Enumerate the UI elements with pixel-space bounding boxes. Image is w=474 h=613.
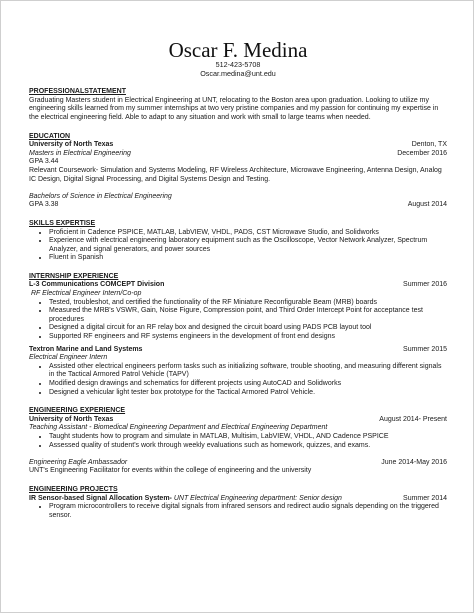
ambassador-date: June 2014-May 2016 bbox=[381, 458, 447, 466]
engineering-date: August 2014- Present bbox=[379, 415, 447, 423]
candidate-name: Oscar F. Medina bbox=[168, 38, 308, 62]
list-item: • Tested, troubleshot, and certified the functionality of the RF Miniature Reconfigurable Beam (MRB) boards bbox=[49, 299, 447, 308]
statement-text: Graduating Masters student in Electrical Engineering at UNT, relocating to the Boston area upon graduation. Looking to utilize my engineering skills learned from my summer internships at two very pristine companies and my passion for continuing my expertise in the electrical engineering field. Able to adapt to any situation and work with small to large teams when needed. bbox=[29, 96, 439, 121]
job-company: L-3 Communications COMCEPT Division bbox=[29, 281, 165, 289]
education-heading: EDUCATION bbox=[29, 132, 71, 140]
bachelors-row bbox=[29, 201, 447, 210]
masters-date: December 2016 bbox=[397, 149, 447, 157]
bachelors-degree: Bachelors of Science in Electrical Engineering bbox=[29, 192, 172, 200]
resume-content bbox=[29, 39, 447, 520]
list-item: • Assessed quality of student's work through weekly evaluations such as homework, quizzes, and exams. bbox=[49, 442, 447, 451]
list-item: • Proficient in Cadence PSPICE, MATLAB, LabVIEW, VHDL, PADS, CST Microwave Studio, and Solidworks bbox=[49, 229, 447, 238]
phone-number: 512-423-5708 bbox=[215, 60, 261, 69]
job-date: Summer 2015 bbox=[403, 345, 447, 353]
job-date: Summer 2016 bbox=[403, 281, 447, 289]
bachelors-gpa: GPA 3.38 bbox=[29, 201, 59, 209]
statement-heading: PROFESSIONALSTATEMENT bbox=[29, 88, 126, 96]
skills-heading: SKILLS EXPERTISE bbox=[29, 219, 96, 227]
engineering-heading: ENGINEERING EXPERIENCE bbox=[29, 407, 126, 415]
project-heading-line bbox=[29, 495, 342, 504]
list-item: • Modified design drawings and schematics for different projects using AutoCAD and Solidworks bbox=[49, 380, 447, 389]
project-row bbox=[29, 495, 447, 504]
project-title: IR Sensor-based Signal Allocation System- bbox=[29, 494, 172, 502]
email-address: Oscar.medina@unt.edu bbox=[200, 68, 276, 78]
job-bullets bbox=[29, 363, 447, 397]
list-item: • Experience with electrical engineering laboratory equipment such as the Oscilloscope, Vector Network Analyzer, Spectrum Analyzer, and signal generators, and power sources bbox=[49, 237, 447, 254]
project-bullets bbox=[29, 503, 447, 520]
ambassador-row bbox=[29, 459, 447, 468]
list-item: • Taught students how to program and simulate in MATLAB, Multisim, LabVIEW, VHDL, AND Cadence PSPICE bbox=[49, 433, 447, 442]
list-item: • Designed a digital circuit for an RF relay box and designed the circuit board using PADS PCB layout tool bbox=[49, 324, 447, 333]
projects-heading: ENGINEERING PROJECTS bbox=[29, 485, 118, 493]
job-bullets bbox=[29, 299, 447, 342]
job-row bbox=[29, 346, 447, 355]
job-title: Electrical Engineer Intern bbox=[29, 354, 108, 362]
ambassador-text: UNT's Engineering Facilitator for events within the college of engineering and the university bbox=[29, 467, 312, 475]
project-date: Summer 2014 bbox=[403, 494, 447, 502]
list-item: • Supported RF engineers and RF systems engineers in the development of front end designs bbox=[49, 333, 447, 342]
job-row bbox=[29, 281, 447, 290]
engineering-school: University of North Texas bbox=[29, 415, 114, 423]
internship-heading: INTERNSHIP EXPERIENCE bbox=[29, 272, 119, 280]
skills-list bbox=[29, 229, 447, 263]
job-title: RF Electrical Engineer Intern/Co-op bbox=[31, 290, 142, 298]
engineering-school-row bbox=[29, 416, 447, 425]
coursework: Relevant Coursework- Simulation and Systems Modeling, RF Wireless Architecture, Microwave Engineering, Antenna Design, Analog IC Design, Digital Signal Processing, and Digital Systems Design and Testing. bbox=[29, 166, 442, 183]
education-location: Denton, TX bbox=[411, 141, 447, 149]
engineering-bullets bbox=[29, 433, 447, 450]
engineering-title: Teaching Assistant - Biomedical Engineering Department and Electrical Engineering Department bbox=[29, 424, 328, 432]
job-company: Textron Marine and Land Systems bbox=[29, 345, 143, 353]
masters-row bbox=[29, 150, 447, 159]
education-school-row bbox=[29, 141, 447, 150]
project-dept: UNT Electrical Engineering department: Senior design bbox=[171, 494, 342, 502]
list-item: • Assisted other electrical engineers perform tasks such as initializing software, trouble shooting, and measuring different signals in the Tactical Armored Patrol Vehicle (TAPV) bbox=[49, 363, 447, 380]
masters-gpa: GPA 3.44 bbox=[29, 158, 59, 166]
ambassador-title: Engineering Eagle Ambassador bbox=[29, 458, 128, 466]
list-item: • Fluent in Spanish bbox=[49, 254, 447, 263]
education-school: University of North Texas bbox=[29, 141, 114, 149]
bachelors-date: August 2014 bbox=[407, 201, 447, 209]
list-item: • Measured the MRB's VSWR, Gain, Noise Figure, Compression point, and Third Order Intercept Point for acceptance test procedures bbox=[49, 307, 447, 324]
masters-degree: Masters in Electrical Engineering bbox=[29, 149, 131, 157]
list-item: • Program microcontrollers to receive digital signals from infrared sensors and redirect audio signals depending on the triggered sensor. bbox=[49, 503, 447, 520]
list-item: • Designed a vehicular light tester box prototype for the Tactical Armored Patrol Vehicle. bbox=[49, 389, 447, 398]
